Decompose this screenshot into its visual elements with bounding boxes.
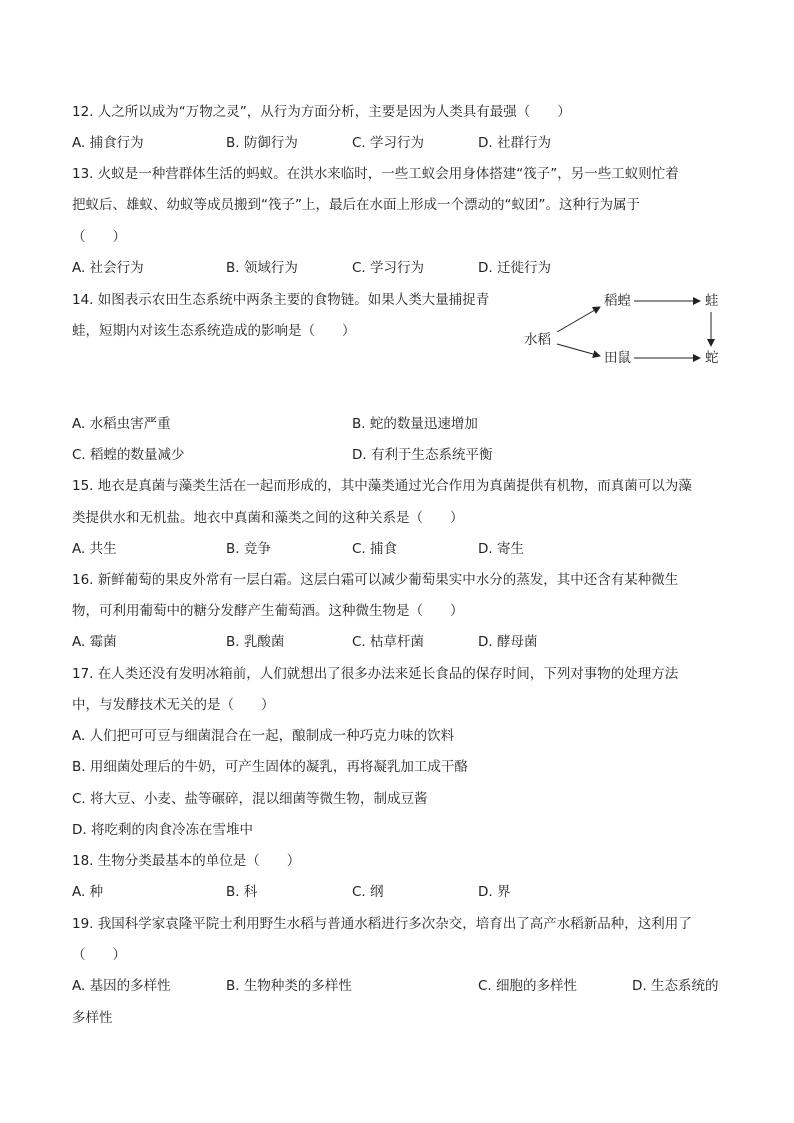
node-locust: 稻蝗	[604, 293, 631, 309]
node-mouse: 田鼠	[604, 350, 631, 366]
question-15-stem-line-1: 15. 地衣是真菌与藻类生活在一起而形成的，其中藻类通过光合作用为真菌提供有机物，而真菌可以为藻	[72, 478, 692, 494]
node-rice: 水稻	[524, 332, 551, 348]
question-19-stem-line-1: 19. 我国科学家袁隆平院士利用野生水稻与普通水稻进行多次杂交，培育出了高产水稻新品种，这利用了	[72, 916, 692, 932]
question-13-option-b: B. 领域行为	[226, 260, 298, 276]
question-15-option-d: D. 寄生	[478, 541, 524, 557]
question-12-option-a: A. 捕食行为	[72, 135, 144, 151]
question-19-option-d: D. 生态系统的	[632, 978, 719, 994]
question-19-option-d-continuation: 多样性	[72, 1010, 113, 1026]
question-13-option-a: A. 社会行为	[72, 260, 144, 276]
question-12-stem: 12. 人之所以成为“万物之灵”，从行为方面分析，主要是因为人类具有最强（ ）	[72, 104, 571, 120]
question-16-option-b: B. 乳酸菌	[226, 634, 285, 650]
question-14-option-c: C. 稻蝗的数量减少	[72, 447, 185, 463]
question-14-option-a: A. 水稻虫害严重	[72, 416, 171, 432]
question-14-option-d: D. 有利于生态系统平衡	[352, 447, 493, 463]
question-14-stem-line-2: 蛙，短期内对该生态系统造成的影响是（ ）	[72, 323, 356, 339]
question-14-stem-line-1: 14. 如图表示农田生态系统中两条主要的食物链。如果人类大量捕捉青	[72, 292, 490, 308]
question-16-option-d: D. 酵母菌	[478, 634, 538, 650]
question-18-option-b: B. 科	[226, 884, 258, 900]
question-18-option-d: D. 界	[478, 884, 511, 900]
question-12-option-b: B. 防御行为	[226, 135, 298, 151]
node-snake: 蛇	[705, 350, 719, 366]
question-12-option-c: C. 学习行为	[352, 135, 425, 151]
arrow-rice-to-mouse	[557, 344, 600, 356]
arrow-rice-to-locust	[557, 307, 600, 332]
question-16-option-a: A. 霉菌	[72, 634, 117, 650]
question-12-option-d: D. 社群行为	[478, 135, 551, 151]
question-13-option-c: C. 学习行为	[352, 260, 425, 276]
question-16-option-c: C. 枯草杆菌	[352, 634, 425, 650]
question-13-option-d: D. 迁徙行为	[478, 260, 551, 276]
question-18-option-a: A. 种	[72, 884, 104, 900]
question-15-option-b: B. 竞争	[226, 541, 271, 557]
question-18-stem: 18. 生物分类最基本的单位是（ ）	[72, 853, 301, 869]
question-13-stem-line-3: （ ）	[72, 229, 126, 245]
question-17-option-d: D. 将吃剩的肉食冷冻在雪堆中	[72, 822, 253, 838]
question-16-stem-line-2: 物，可利用葡萄中的糖分发酵产生葡萄酒。这种微生物是（ ）	[72, 603, 464, 619]
question-18-option-c: C. 纲	[352, 884, 384, 900]
question-16-stem-line-1: 16. 新鲜葡萄的果皮外常有一层白霜。这层白霜可以减少葡萄果实中水分的蒸发，其中还含有某种微生	[72, 572, 679, 588]
question-13-stem-line-1: 13. 火蚁是一种营群体生活的蚂蚁。在洪水来临时，一些工蚁会用身体搭建“筏子”，另一些工蚁则忙着	[72, 166, 679, 182]
question-19-option-c: C. 细胞的多样性	[478, 978, 578, 994]
question-17-stem-line-1: 17. 在人类还没有发明冰箱前，人们就想出了很多办法来延长食品的保存时间，下列对事物的处理方法	[72, 666, 679, 682]
question-17-stem-line-2: 中，与发酵技术无关的是（ ）	[72, 697, 275, 713]
question-19-option-b: B. 生物种类的多样性	[226, 978, 352, 994]
question-17-option-a: A. 人们把可可豆与细菌混合在一起，酿制成一种巧克力味的饮料	[72, 728, 455, 744]
question-15-option-a: A. 共生	[72, 541, 117, 557]
node-frog: 蛙	[705, 293, 719, 309]
question-17-option-c: C. 将大豆、小麦、盐等碾碎，混以细菌等微生物，制成豆酱	[72, 791, 428, 807]
question-15-stem-line-2: 类提供水和无机盐。地衣中真菌和藻类之间的这种关系是（ ）	[72, 510, 464, 526]
question-17-option-b: B. 用细菌处理后的牛奶，可产生固体的凝乳，再将凝乳加工成干酪	[72, 759, 468, 775]
question-19-option-a: A. 基因的多样性	[72, 978, 171, 994]
question-15-option-c: C. 捕食	[352, 541, 398, 557]
question-14-option-b: B. 蛇的数量迅速增加	[352, 416, 478, 432]
question-19-stem-line-2: （ ）	[72, 947, 126, 963]
question-13-stem-line-2: 把蚁后、雄蚁、幼蚁等成员搬到“筏子”上，最后在水面上形成一个漂动的“蚁团”。这种行为属于	[72, 197, 640, 213]
